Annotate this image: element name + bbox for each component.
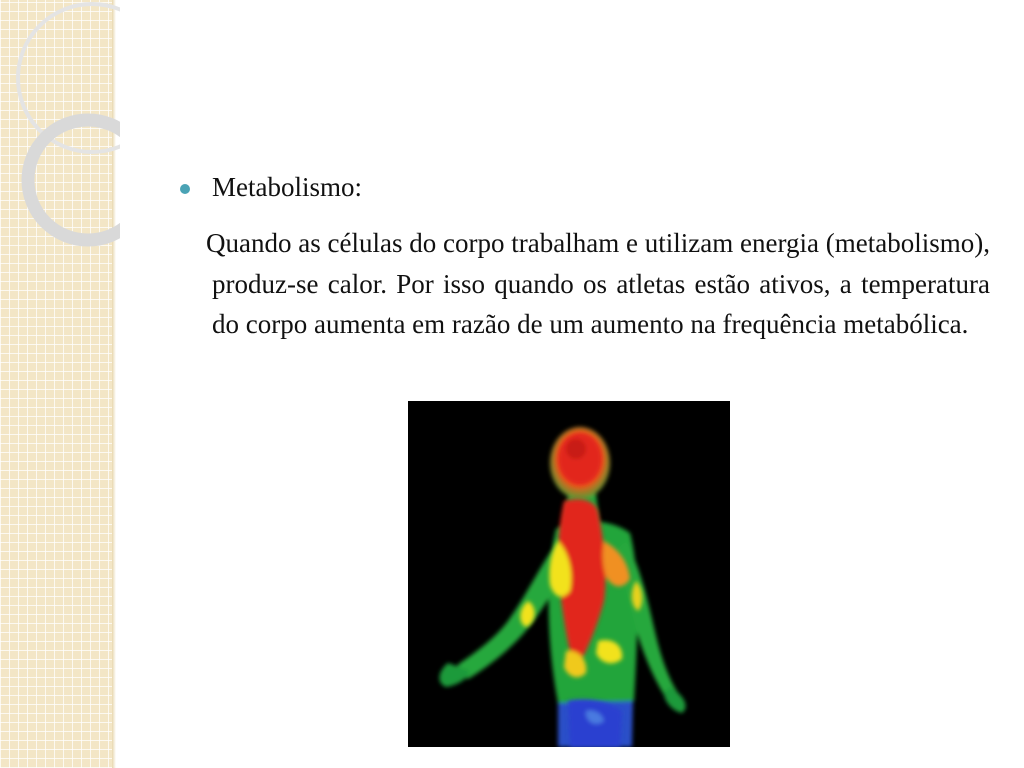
thermal-figure <box>408 401 730 747</box>
bullet-heading: Metabolismo: <box>212 172 362 202</box>
thermal-image <box>408 401 730 747</box>
decorative-rings <box>0 0 120 260</box>
body-paragraph: Quando as células do corpo trabalham e utilizam energia (metabolismo), produz-se calor. Por isso quando os atletas estão ativos, a temperatura do corpo aumenta em razão de um aumento na frequência metabólica. <box>206 228 990 339</box>
bullet-dot-icon <box>180 184 190 194</box>
ring-small <box>28 120 120 240</box>
bullet-item <box>180 172 362 203</box>
